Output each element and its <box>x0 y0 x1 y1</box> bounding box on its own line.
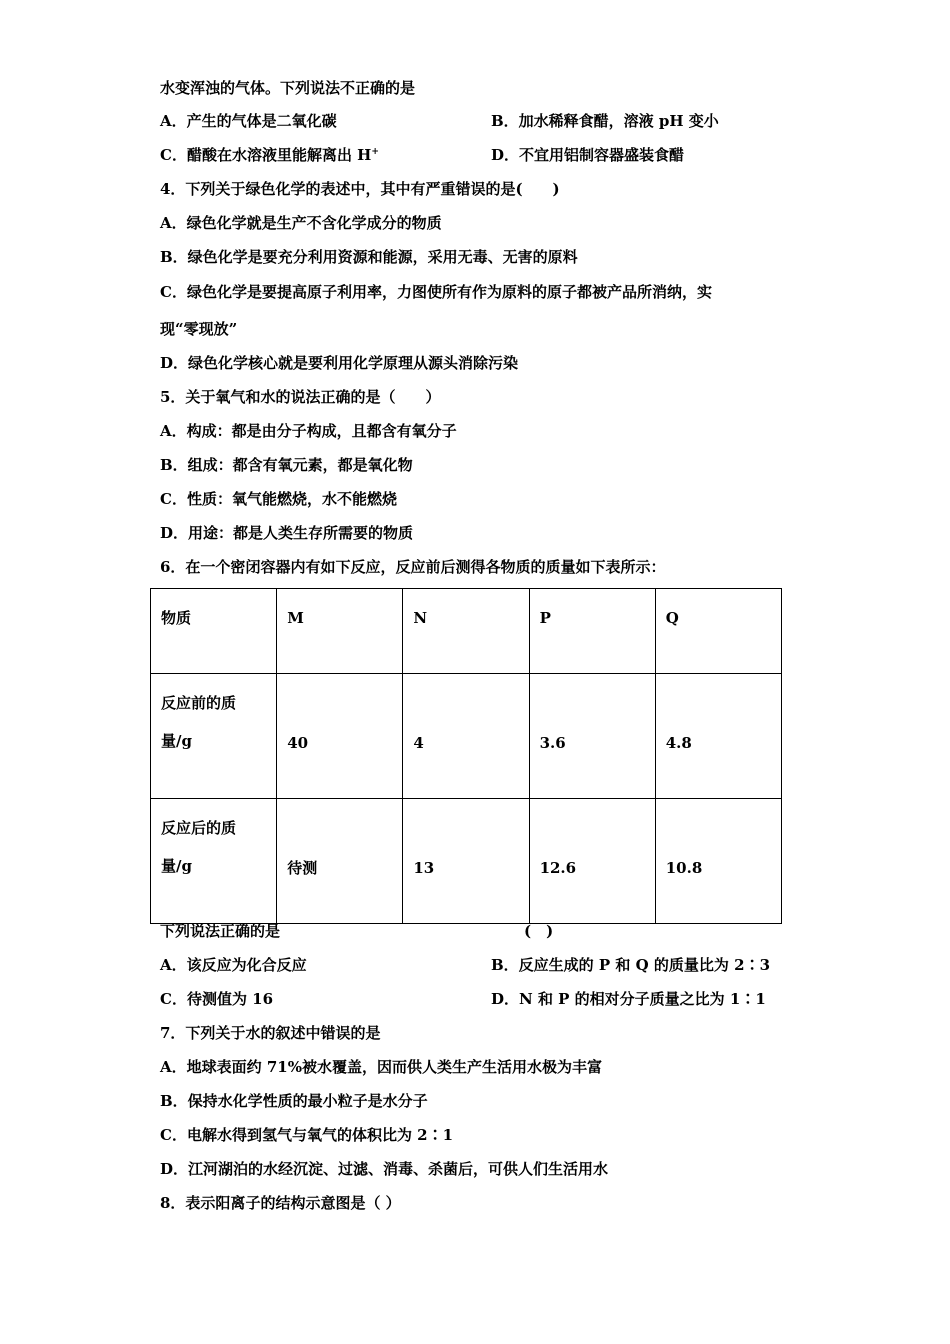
q5-option-c: C．性质：氧气能燃烧，水不能燃烧 <box>160 490 397 508</box>
table-cell <box>529 674 655 799</box>
table-cell: 物质 <box>151 589 277 674</box>
q7-option-d: D．江河湖泊的水经沉淀、过滤、消毒、杀菌后，可供人们生活用水 <box>160 1160 609 1178</box>
table-cell: P <box>529 589 655 674</box>
question-7-stem: 7．下列关于水的叙述中错误的是 <box>160 1024 381 1042</box>
cell-value: 4.8 <box>665 734 692 752</box>
table-cell: N <box>403 589 529 674</box>
q5-option-d: D．用途：都是人类生存所需要的物质 <box>160 524 414 542</box>
cell-value: 3.6 <box>539 734 566 752</box>
q3-option-d: D．不宜用铝制容器盛装食醋 <box>491 146 685 164</box>
table-row-label <box>151 799 277 924</box>
table-cell <box>403 674 529 799</box>
q6-option-d: D．N 和 P 的相对分子质量之比为 1∶1 <box>491 990 766 1008</box>
table-cell <box>529 799 655 924</box>
question-3-stem-end: 水变浑浊的气体。下列说法不正确的是 <box>160 79 416 97</box>
q3-option-a: A．产生的气体是二氧化碳 <box>160 112 337 130</box>
q6-ask: 下列说法正确的是 <box>160 922 281 940</box>
cell-value: 13 <box>413 859 435 877</box>
q7-option-a: A．地球表面约 71%被水覆盖，因而供人类生产生活用水极为丰富 <box>160 1058 602 1076</box>
table-cell: Q <box>655 589 781 674</box>
table-cell: M <box>277 589 403 674</box>
q4-option-b: B．绿色化学是要充分利用资源和能源，采用无毒、无害的原料 <box>160 248 578 266</box>
question-6-stem: 6．在一个密闭容器内有如下反应，反应前后测得各物质的质量如下表所示： <box>160 558 666 576</box>
q6-option-b: B．反应生成的 P 和 Q 的质量比为 2∶3 <box>491 956 771 974</box>
cell-value: 待测 <box>287 859 318 877</box>
cell-value: 10.8 <box>665 859 703 877</box>
row-label-line2: 量/g <box>161 857 192 875</box>
question-5-stem: 5．关于氧气和水的说法正确的是（ ） <box>160 388 441 406</box>
question-4-stem: 4．下列关于绿色化学的表述中，其中有严重错误的是( ) <box>160 180 560 198</box>
cell-value: 4 <box>413 734 424 752</box>
table-row-after <box>151 799 782 924</box>
q6-option-a: A．该反应为化合反应 <box>160 956 307 974</box>
table-cell <box>655 799 781 924</box>
table-cell <box>403 799 529 924</box>
mass-data-table <box>150 588 782 924</box>
row-label-line2: 量/g <box>161 732 192 750</box>
table-header-row <box>151 589 782 674</box>
cell-value: 40 <box>287 734 309 752</box>
q3-option-b: B．加水稀释食醋，溶液 pH 变小 <box>491 112 719 130</box>
q7-option-c: C．电解水得到氢气与氧气的体积比为 2∶1 <box>160 1126 454 1144</box>
table-row-label <box>151 674 277 799</box>
q3-option-c-text: C．醋酸在水溶液里能解离出 H <box>160 146 372 164</box>
q4-option-d: D．绿色化学核心就是要利用化学原理从源头消除污染 <box>160 354 519 372</box>
table-cell <box>277 674 403 799</box>
q6-option-c: C．待测值为 16 <box>160 990 274 1008</box>
q6-answer-blank: ( ) <box>524 922 554 940</box>
table-row-before <box>151 674 782 799</box>
q5-option-b: B．组成：都含有氧元素，都是氧化物 <box>160 456 413 474</box>
h-plus-superscript: + <box>371 147 379 157</box>
cell-value: 12.6 <box>539 859 577 877</box>
q5-option-a: A．构成：都是由分子构成，且都含有氧分子 <box>160 422 457 440</box>
table-cell <box>277 799 403 924</box>
table-cell <box>655 674 781 799</box>
row-label-line1: 反应前的质 <box>161 694 237 712</box>
q7-option-b: B．保持水化学性质的最小粒子是水分子 <box>160 1092 428 1110</box>
q4-option-a: A．绿色化学就是生产不含化学成分的物质 <box>160 214 442 232</box>
question-8-stem: 8．表示阳离子的结构示意图是（ ） <box>160 1194 401 1212</box>
q3-option-c <box>160 145 379 165</box>
row-label-line1: 反应后的质 <box>161 819 237 837</box>
q4-option-c-line1: C．绿色化学是要提高原子利用率，力图使所有作为原料的原子都被产品所消纳，实 <box>160 283 712 301</box>
q4-option-c-line2: 现“零现放” <box>160 320 238 338</box>
